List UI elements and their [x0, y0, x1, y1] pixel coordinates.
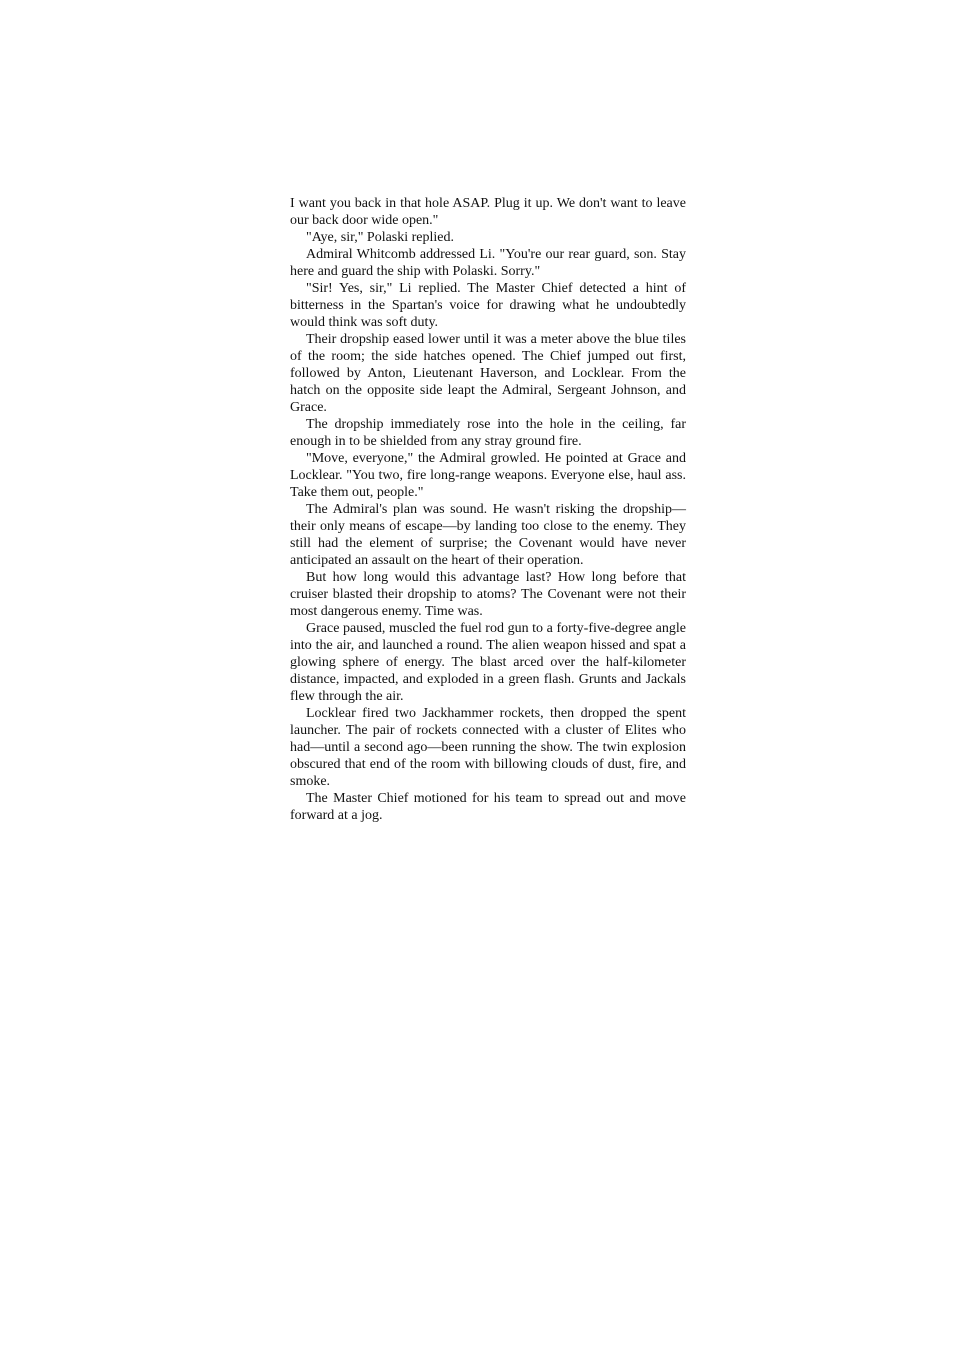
- paragraph-10: Grace paused, muscled the fuel rod gun to a forty-five-degree angle into the air, and launched a round. The alien weapon hissed and spat a glowing sphere of energy. The blast arced over the half-kilometer distance, impacted, and exploded in a green flash. Grunts and Jackals flew through the air.: [290, 621, 686, 704]
- paragraph-6: The dropship immediately rose into the hole in the ceiling, far enough in to be shielded from any stray ground fire.: [290, 417, 686, 449]
- paragraph-11: Locklear fired two Jackhammer rockets, then dropped the spent launcher. The pair of rockets connected with a cluster of Elites who had—until a second ago—been running the show. The twin explosion obscured that end of the room with billowing clouds of dust, fire, and smoke.: [290, 706, 686, 789]
- paragraph-8: The Admiral's plan was sound. He wasn't risking the dropship—their only means of escape—by landing too close to the enemy. They still had the element of surprise; the Covenant would have never anticipated an assault on the heart of their operation.: [290, 502, 686, 568]
- paragraph-5: Their dropship eased lower until it was a meter above the blue tiles of the room; the side hatches opened. The Chief jumped out first, followed by Anton, Lieutenant Haverson, and Locklear. From the hatch on the opposite side leapt the Admiral, Sergeant Johnson, and Grace.: [290, 332, 686, 415]
- body-text: [290, 195, 686, 824]
- paragraph-7: "Move, everyone," the Admiral growled. He pointed at Grace and Locklear. "You two, fire long-range weapons. Everyone else, haul ass. Take them out, people.": [290, 451, 686, 500]
- paragraph-4: "Sir! Yes, sir," Li replied. The Master Chief detected a hint of bitterness in the Spartan's voice for drawing what he undoubtedly would think was soft duty.: [290, 281, 686, 330]
- paragraph-9: But how long would this advantage last? How long before that cruiser blasted their dropship to atoms? The Covenant were not their most dangerous enemy. Time was.: [290, 570, 686, 619]
- paragraph-2: "Aye, sir," Polaski replied.: [306, 230, 455, 245]
- paragraph-3: Admiral Whitcomb addressed Li. "You're our rear guard, son. Stay here and guard the ship with Polaski. Sorry.": [290, 247, 686, 279]
- paragraph-12: The Master Chief motioned for his team to spread out and move forward at a jog.: [290, 791, 686, 823]
- paragraph-1: I want you back in that hole ASAP. Plug it up. We don't want to leave our back door wide open.": [290, 196, 686, 228]
